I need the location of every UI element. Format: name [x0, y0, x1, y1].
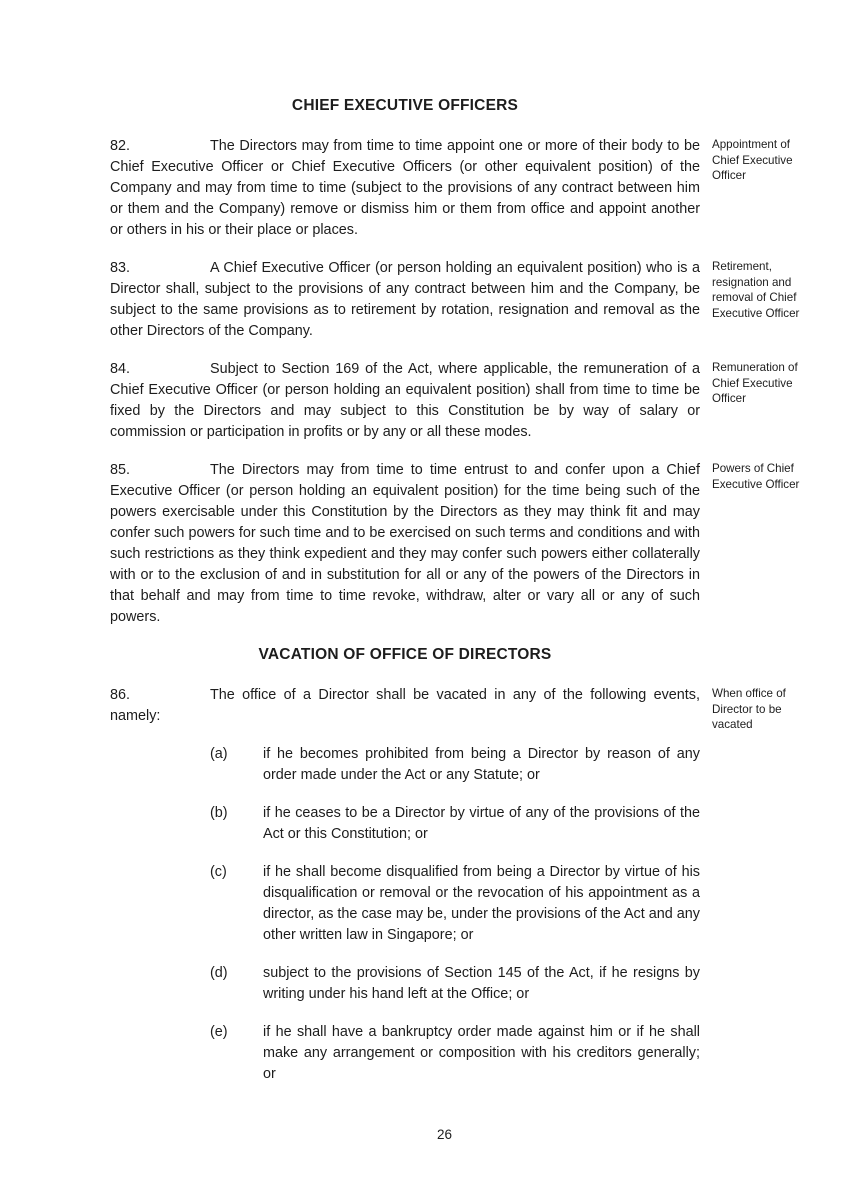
item-c-text: if he shall become disqualified from being a Director by virtue of his disqualification or removal or the revocation of his appointment as a director, as the case may be, under the provisions of the Act and any other written law in Singapore; or — [263, 864, 700, 943]
clause-82 — [110, 136, 793, 241]
item-d-text: subject to the provisions of Section 145 of the Act, if he resigns by writing under his hand left at the Office; or — [263, 965, 700, 1002]
item-a-label: (a) — [210, 746, 228, 762]
clause-83 — [110, 258, 800, 342]
margin-note-powers: Powers of Chief Executive Officer — [712, 462, 800, 491]
item-a-text: if he becomes prohibited from being a Director by reason of any order made under the Act or any Statute; or — [263, 746, 700, 783]
document-content — [110, 96, 800, 1102]
margin-note-retirement: Retirement, resignation and removal of Chief Executive Officer — [712, 260, 800, 320]
margin-note-vacated: When office of Director to be vacated — [712, 687, 786, 731]
margin-note-appointment: Appointment of Chief Executive Officer — [712, 138, 793, 182]
clause-86-item-b — [210, 803, 700, 845]
clause-83-text: A Chief Executive Officer (or person holding an equivalent position) who is a Director shall, subject to the provisions of any contract between him and the Company, be subject to the same provisions as to retirement by rotation, resignation and removal as the other Directors of the Company. — [110, 260, 700, 339]
clause-84-text: Subject to Section 169 of the Act, where applicable, the remuneration of a Chief Executive Officer (or person holding an equivalent position) shall from time to time be fixed by the Directors and may subject to this Constitution be by way of salary or commission or participation in profits or by any or all these modes. — [110, 361, 700, 440]
clause-86-text: The office of a Director shall be vacated in any of the following events, namely: — [110, 687, 700, 724]
clause-86-item-c — [210, 862, 700, 946]
clause-83-number: 83. — [110, 260, 131, 276]
clause-84 — [110, 359, 798, 443]
page-number: 26 — [436, 1127, 453, 1142]
clause-86 — [110, 685, 786, 731]
clause-86-item-e — [210, 1022, 700, 1085]
clause-86-item-d — [210, 963, 700, 1005]
clause-86-number: 86. — [110, 687, 131, 703]
clause-85-number: 85. — [110, 462, 131, 478]
clause-85 — [110, 460, 800, 628]
item-b-label: (b) — [210, 805, 228, 821]
item-c-label: (c) — [210, 864, 227, 880]
section-heading-chief-executive-officers: CHIEF EXECUTIVE OFFICERS — [291, 97, 519, 114]
clause-82-number: 82. — [110, 138, 131, 154]
item-e-label: (e) — [210, 1024, 228, 1040]
item-e-text: if he shall have a bankruptcy order made against him or if he shall make any arrangement or composition with his creditors generally; or — [263, 1024, 700, 1082]
section-heading-vacation-of-office: VACATION OF OFFICE OF DIRECTORS — [258, 646, 552, 663]
item-b-text: if he ceases to be a Director by virtue of any of the provisions of the Act or this Constitution; or — [263, 805, 700, 842]
margin-note-remuneration: Remuneration of Chief Executive Officer — [712, 361, 798, 405]
item-d-label: (d) — [210, 965, 228, 981]
clause-84-number: 84. — [110, 361, 131, 377]
clause-85-text: The Directors may from time to time entrust to and confer upon a Chief Executive Officer (or person holding an equivalent position) for the time being such of the powers exercisable under this Constitution by the Directors as they may think fit and may confer such powers for such time and to be exercised on such terms and conditions and with such restrictions as they think expedient and they may confer such powers either collaterally with or to the exclusion of and in substitution for all or any of the powers of the Directors in that behalf and may from time to time revoke, withdraw, alter or vary all or any of such powers. — [110, 462, 700, 625]
clause-86-item-a — [210, 744, 700, 786]
clause-82-text: The Directors may from time to time appoint one or more of their body to be Chief Executive Officer or Chief Executive Officers (or other equivalent position) of the Company and may from time to time (subject to the provisions of any contract between him or them and the Company) remove or dismiss him or them from office and appoint another or others in his or their place or places. — [110, 138, 700, 238]
